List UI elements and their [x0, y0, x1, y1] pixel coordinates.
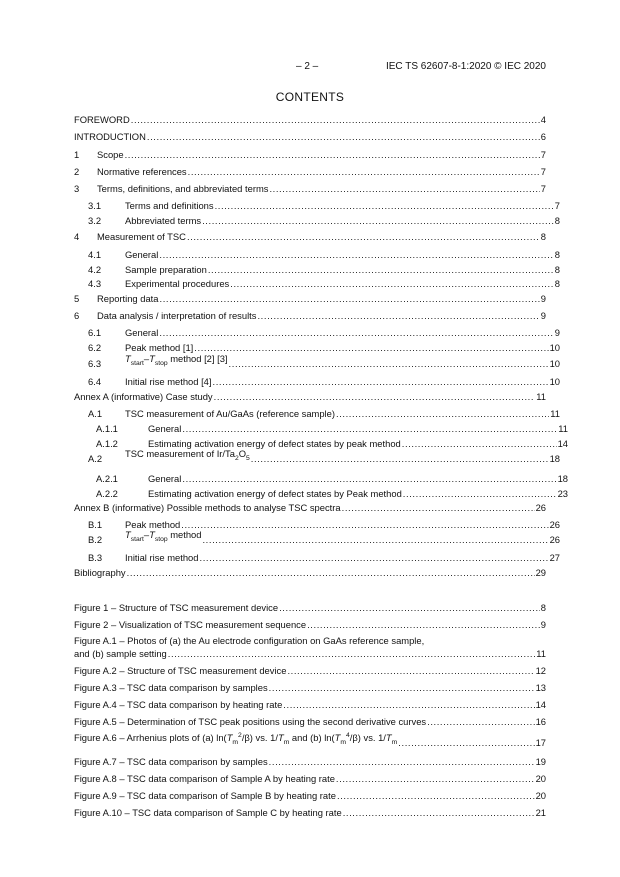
- toc-entry[interactable]: A.1.2 Estimating activation energy of defect states by peak method ..... 14: [74, 437, 568, 450]
- toc-entry[interactable]: A.1.1 General ..... 11: [74, 422, 568, 435]
- figure-entry[interactable]: Figure A.10 – TSC data comparison of Sample C by heating rate ..... 21: [74, 806, 546, 819]
- figure-entry[interactable]: Figure A.6 – Arrhenius plots of (a) $\ln(T_m^2/\beta)$ vs. $1/T_m$ and (b) $\ln(T_m^4/\beta)$ vs. $1/T_m$ ..... 17: [74, 734, 546, 749]
- toc-entry[interactable]: INTRODUCTION ..... 6: [74, 130, 546, 143]
- toc-entry[interactable]: 6.4 Initial rise method [4] ..... 10: [74, 375, 560, 388]
- toc-entry[interactable]: B.3 Initial rise method ..... 27: [74, 551, 560, 564]
- toc-entry[interactable]: 4.3 Experimental procedures ..... 8: [74, 277, 560, 290]
- toc-entry[interactable]: Annex B (informative) Possible methods to analyse TSC spectra ..... 26: [74, 501, 546, 514]
- toc-entry[interactable]: Annex A (informative) Case study ..... 11: [74, 390, 546, 403]
- figure-entry[interactable]: Figure A.3 – TSC data comparison by samples ..... 13: [74, 681, 546, 694]
- toc-entry[interactable]: 4.2 Sample preparation ..... 8: [74, 263, 560, 276]
- page-number: – 2 –: [296, 61, 319, 72]
- figure-entry[interactable]: Figure A.4 – TSC data comparison by heating rate ..... 14: [74, 698, 546, 711]
- toc-entry[interactable]: 6.2 Peak method [1] ..... 10: [74, 341, 560, 354]
- toc-entry[interactable]: 4 Measurement of TSC ..... 8: [74, 230, 546, 243]
- figure-entry[interactable]: Figure A.9 – TSC data comparison of Sample B by heating rate ..... 20: [74, 789, 546, 802]
- toc-entry[interactable]: A.2 TSC measurement of $Ir/Ta_2O_5$ ..... 18: [74, 452, 560, 465]
- toc-entry[interactable]: 6.3 $T_{start}-T_{stop}$ method [2] [3] ..... 10: [74, 357, 560, 370]
- toc-entry[interactable]: A.2.2 Estimating activation energy of defect states by Peak method ..... 23: [74, 487, 568, 500]
- toc-entry[interactable]: 3 Terms, definitions, and abbreviated terms ..... 7: [74, 182, 546, 195]
- toc-entry[interactable]: FOREWORD ..... 4: [74, 113, 546, 126]
- toc-entry[interactable]: B.2 $T_{start}-T_{stop}$ method ..... 26: [74, 533, 560, 546]
- document-id: IEC TS 62607-8-1:2020 © IEC 2020: [385, 61, 546, 72]
- toc-entry[interactable]: 4.1 General ..... 8: [74, 248, 560, 261]
- toc-entry[interactable]: Bibliography ..... 29: [74, 566, 546, 579]
- toc-entry[interactable]: 5 Reporting data ..... 9: [74, 292, 546, 305]
- figure-entry[interactable]: and (b) sample setting ..... 11: [74, 647, 546, 660]
- toc-entry[interactable]: 2 Normative references ..... 7: [74, 165, 546, 178]
- figure-entry[interactable]: Figure A.5 – Determination of TSC peak positions using the second derivative curves ..... 16: [74, 715, 546, 728]
- toc-entry[interactable]: A.2.1 General ..... 18: [74, 472, 568, 485]
- toc-entry[interactable]: 6.1 General ..... 9: [74, 326, 560, 339]
- figure-entry[interactable]: Figure 2 – Visualization of TSC measurement sequence ..... 9: [74, 618, 546, 631]
- toc-entry[interactable]: 1 Scope ..... 7: [74, 148, 546, 161]
- toc-entry[interactable]: 3.1 Terms and definitions ..... 7: [74, 199, 560, 212]
- figure-entry[interactable]: Figure A.8 – TSC data comparison of Sample A by heating rate ..... 20: [74, 772, 546, 785]
- page-title: CONTENTS: [275, 90, 345, 104]
- toc-entry[interactable]: A.1 TSC measurement of Au/GaAs (reference sample) ..... 11: [74, 407, 560, 420]
- figure-entry[interactable]: Figure A.2 – Structure of TSC measurement device ..... 12: [74, 664, 546, 677]
- toc-entry[interactable]: 6 Data analysis / interpretation of results ..... 9: [74, 309, 546, 322]
- toc-entry[interactable]: B.1 Peak method ..... 26: [74, 518, 560, 531]
- toc-entry[interactable]: 3.2 Abbreviated terms ..... 8: [74, 214, 560, 227]
- figure-entry-label-line[interactable]: Figure A.1 – Photos of (a) the Au electrode configuration on GaAs reference sample,: [74, 635, 425, 646]
- figure-entry[interactable]: Figure 1 – Structure of TSC measurement device ..... 8: [74, 601, 546, 614]
- figure-entry[interactable]: Figure A.7 – TSC data comparison by samples ..... 19: [74, 755, 546, 768]
